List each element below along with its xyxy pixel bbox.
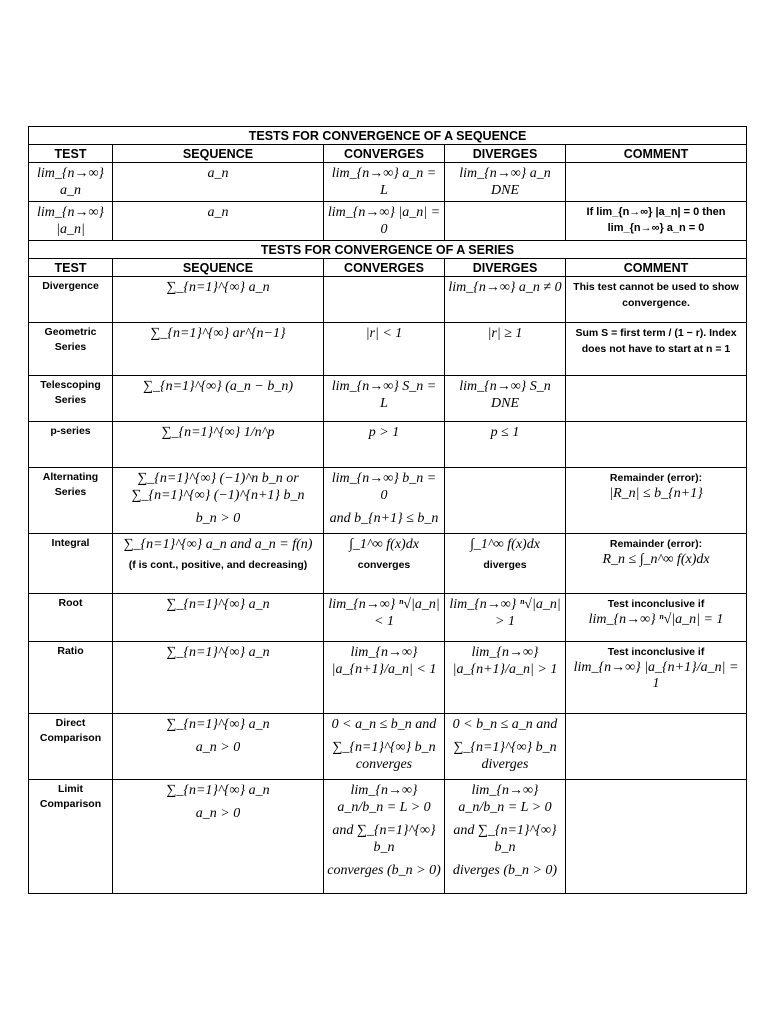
test-cell: lim_{n→∞} a_n [29, 163, 113, 202]
diverges-cell: |r| ≥ 1 [445, 323, 566, 376]
sequence-cell [113, 534, 324, 594]
table-row [29, 277, 747, 323]
header-diverges: DIVERGES [445, 259, 566, 277]
comment-cell [566, 163, 747, 202]
diverges-cell: lim_{n→∞} a_n DNE [445, 163, 566, 202]
diverges-condition: diverges [483, 559, 527, 571]
diverges-cell [445, 714, 566, 780]
test-name: Geometric Series [29, 323, 113, 376]
converges-formula: 0 < a_n ≤ b_n and [331, 717, 437, 732]
header-test: TEST [29, 259, 113, 277]
sequence-section-title-row [29, 127, 747, 145]
comment-formula: R_n ≤ ∫_n^∞ f(x)dx [602, 552, 710, 567]
converges-condition-2: converges (b_n > 0) [327, 863, 441, 878]
sequence-condition: b_n > 0 [195, 511, 241, 526]
sequence-formula: ∑_{n=1}^{∞} a_n [166, 717, 270, 732]
converges-cell [324, 534, 445, 594]
table-row [29, 534, 747, 594]
sequence-cell: ∑_{n=1}^{∞} (a_n − b_n) [113, 376, 324, 422]
header-converges: CONVERGES [324, 259, 445, 277]
convergence-tests-sheet [28, 126, 746, 894]
test-name: Telescoping Series [29, 376, 113, 422]
comment-formula: lim_{n→∞} |a_{n+1}/a_n| = 1 [573, 660, 739, 691]
comment-label: Remainder (error): [609, 538, 703, 550]
diverges-cell: lim_{n→∞} a_n ≠ 0 [445, 277, 566, 323]
converges-cell: |r| < 1 [324, 323, 445, 376]
comment-formula: lim_{n→∞} ⁿ√|a_n| = 1 [588, 612, 724, 627]
converges-cell: p > 1 [324, 422, 445, 468]
sequence-cell: ∑_{n=1}^{∞} a_n [113, 277, 324, 323]
converges-condition: converges [357, 559, 411, 571]
header-test: TEST [29, 145, 113, 163]
comment-cell [566, 642, 747, 714]
sequence-cell [113, 468, 324, 534]
converges-cell: lim_{n→∞} a_n = L [324, 163, 445, 202]
diverges-formula: lim_{n→∞} a_n/b_n = L > 0 [458, 783, 552, 815]
comment-label: Test inconclusive if [607, 598, 705, 610]
comment-cell: Sum S = first term / (1 − r). Index does not have to start at n = 1 [566, 323, 747, 376]
header-comment: COMMENT [566, 145, 747, 163]
test-name: Divergence [29, 277, 113, 323]
test-name: Limit Comparison [29, 780, 113, 894]
header-diverges: DIVERGES [445, 145, 566, 163]
test-name: Ratio [29, 642, 113, 714]
table-row [29, 376, 747, 422]
converges-cell [324, 714, 445, 780]
converges-condition: ∑_{n=1}^{∞} b_n converges [332, 740, 436, 772]
converges-cell [324, 468, 445, 534]
sequence-header-row [29, 145, 747, 163]
table-row [29, 714, 747, 780]
diverges-cell [445, 780, 566, 894]
diverges-formula: 0 < b_n ≤ a_n and [452, 717, 558, 732]
diverges-cell: p ≤ 1 [445, 422, 566, 468]
diverges-cell [445, 534, 566, 594]
comment-cell [566, 594, 747, 642]
comment-label: Remainder (error): [609, 472, 703, 484]
test-cell: lim_{n→∞} |a_n| [29, 202, 113, 241]
comment-label: Test inconclusive if [607, 646, 705, 658]
header-sequence: SEQUENCE [113, 145, 324, 163]
diverges-cell: lim_{n→∞} S_n DNE [445, 376, 566, 422]
converges-formula: lim_{n→∞} b_n = 0 [331, 471, 437, 503]
comment-cell [566, 714, 747, 780]
diverges-cell: lim_{n→∞} |a_{n+1}/a_n| > 1 [445, 642, 566, 714]
sequence-cell [113, 780, 324, 894]
converges-condition: and b_{n+1} ≤ b_n [329, 511, 439, 526]
sequence-formula: ∑_{n=1}^{∞} a_n and a_n = f(n) [123, 537, 313, 552]
series-header-row [29, 259, 747, 277]
comment-cell: This test cannot be used to show convergence. [566, 277, 747, 323]
header-sequence: SEQUENCE [113, 259, 324, 277]
sequence-cell: a_n [113, 163, 324, 202]
diverges-formula: ∫_1^∞ f(x)dx [470, 537, 540, 552]
sequence-section-title: TESTS FOR CONVERGENCE OF A SEQUENCE [29, 127, 747, 145]
sequence-cell: ∑_{n=1}^{∞} a_n [113, 642, 324, 714]
table-row [29, 323, 747, 376]
table-row [29, 468, 747, 534]
test-name: Direct Comparison [29, 714, 113, 780]
header-comment: COMMENT [566, 259, 747, 277]
converges-formula: ∫_1^∞ f(x)dx [349, 537, 419, 552]
diverges-cell: lim_{n→∞} ⁿ√|a_n| > 1 [445, 594, 566, 642]
table-row [29, 642, 747, 714]
table-row [29, 594, 747, 642]
comment-cell [566, 422, 747, 468]
sequence-formula: ∑_{n=1}^{∞} (−1)^n b_n or ∑_{n=1}^{∞} (−1)^{n+1} b_n [131, 471, 305, 503]
converges-cell [324, 277, 445, 323]
comment-cell [566, 468, 747, 534]
test-name: Alternating Series [29, 468, 113, 534]
diverges-condition-2: diverges (b_n > 0) [452, 863, 558, 878]
test-name: Root [29, 594, 113, 642]
converges-cell: lim_{n→∞} |a_{n+1}/a_n| < 1 [324, 642, 445, 714]
comment-cell [566, 534, 747, 594]
header-converges: CONVERGES [324, 145, 445, 163]
test-name: p-series [29, 422, 113, 468]
table-row [29, 422, 747, 468]
sequence-condition: (f is cont., positive, and decreasing) [128, 559, 308, 571]
sequence-formula: ∑_{n=1}^{∞} a_n [166, 783, 270, 798]
table-row [29, 163, 747, 202]
comment-formula: |R_n| ≤ b_{n+1} [609, 486, 703, 501]
convergence-table [28, 126, 747, 894]
converges-formula: lim_{n→∞} a_n/b_n = L > 0 [337, 783, 431, 815]
sequence-cell: ∑_{n=1}^{∞} ar^{n−1} [113, 323, 324, 376]
sequence-condition: a_n > 0 [195, 740, 241, 755]
table-row [29, 202, 747, 241]
sequence-cell: ∑_{n=1}^{∞} 1/n^p [113, 422, 324, 468]
test-name: Integral [29, 534, 113, 594]
sequence-cell [113, 714, 324, 780]
series-section-title-row [29, 241, 747, 259]
table-row [29, 780, 747, 894]
diverges-condition: and ∑_{n=1}^{∞} b_n [453, 823, 557, 855]
converges-cell: lim_{n→∞} ⁿ√|a_n| < 1 [324, 594, 445, 642]
sequence-condition: a_n > 0 [195, 806, 241, 821]
sequence-cell: a_n [113, 202, 324, 241]
converges-condition: and ∑_{n=1}^{∞} b_n [332, 823, 436, 855]
series-section-title: TESTS FOR CONVERGENCE OF A SERIES [29, 241, 747, 259]
comment-cell [566, 376, 747, 422]
converges-cell: lim_{n→∞} |a_n| = 0 [324, 202, 445, 241]
converges-cell: lim_{n→∞} S_n = L [324, 376, 445, 422]
sequence-cell: ∑_{n=1}^{∞} a_n [113, 594, 324, 642]
diverges-cell [445, 202, 566, 241]
comment-cell [566, 780, 747, 894]
comment-cell: If lim_{n→∞} |a_n| = 0 then lim_{n→∞} a_n = 0 [566, 202, 747, 241]
diverges-condition: ∑_{n=1}^{∞} b_n diverges [453, 740, 557, 772]
converges-cell [324, 780, 445, 894]
diverges-cell [445, 468, 566, 534]
